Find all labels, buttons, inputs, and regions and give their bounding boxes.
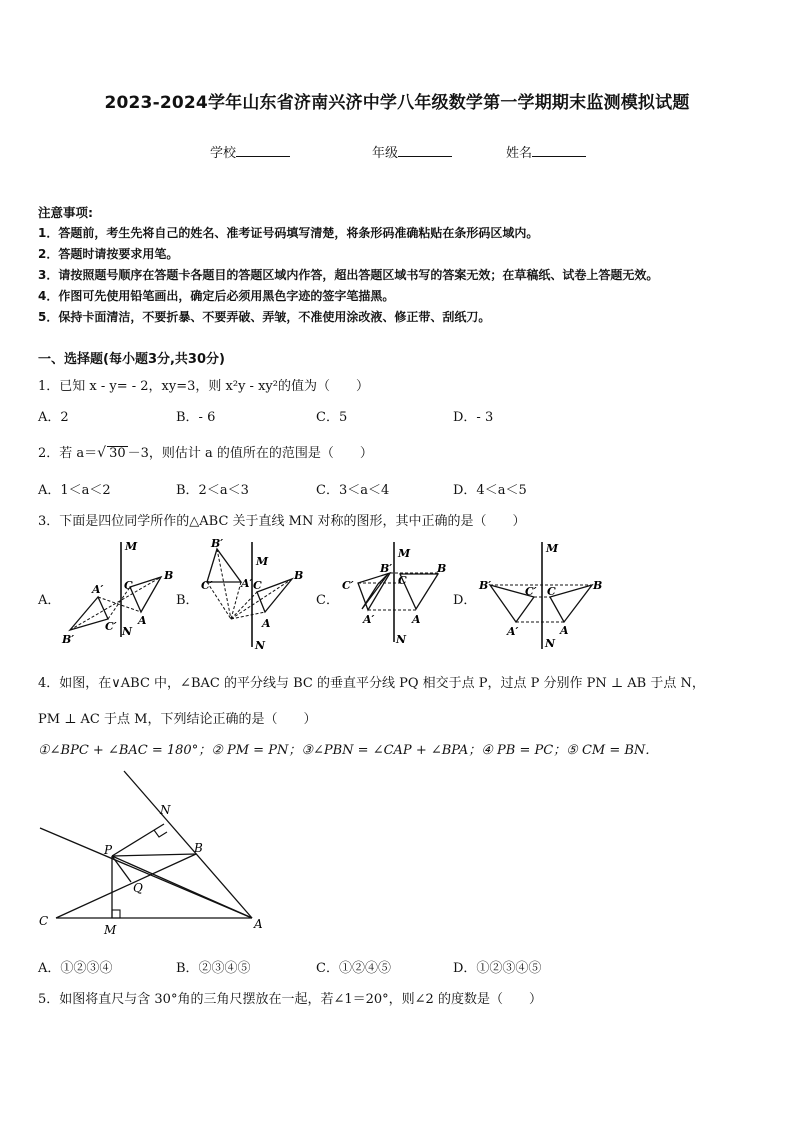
q1-option-b: B．- 6 — [176, 410, 216, 425]
q2-option-d: D．4＜a＜5 — [453, 483, 527, 498]
q4-option-d: D．①②③④⑤ — [453, 961, 542, 976]
q2-radicand: 30 — [109, 446, 126, 461]
fig-label: M — [125, 540, 138, 553]
fig-label: M — [398, 547, 411, 560]
fig-label: A′ — [363, 613, 375, 626]
q2-option-c: C．3＜a＜4 — [316, 483, 390, 498]
fig-label: C — [39, 914, 49, 928]
q3-figure-a — [58, 537, 183, 647]
school-field — [210, 142, 290, 161]
q2-stem-post: －3，则估计 a 的值所在的范围是（ ） — [127, 446, 373, 461]
name-blank — [532, 144, 586, 157]
fig-label: C — [547, 585, 556, 598]
q3-option-c: C． — [316, 593, 339, 608]
q2-stem-pre: 2．若 a＝ — [38, 446, 98, 461]
fig-label: A — [560, 624, 569, 637]
fig-label: B — [294, 569, 304, 582]
fig-label: A — [254, 917, 263, 931]
school-label: 学校 — [210, 146, 237, 161]
fig-label: M — [256, 555, 269, 568]
fig-label: B′ — [62, 633, 75, 646]
fig-label: B — [164, 569, 174, 582]
fig-label: A′ — [507, 625, 519, 638]
q1-option-a: A．2 — [38, 410, 69, 425]
note-item: 3．请按照题号顺序在答题卡各题目的答题区域内作答，超出答题区域书写的答案无效；在草稿纸、试卷上答题无效。 — [38, 268, 659, 282]
fig-label: N — [396, 633, 407, 646]
q3-option-d: D． — [453, 593, 477, 608]
q1-option-c: C．5 — [316, 410, 348, 425]
fig-label: C′ — [342, 579, 354, 592]
grade-blank — [398, 144, 452, 157]
notes-heading: 注意事项: — [38, 205, 93, 220]
name-field — [506, 142, 586, 161]
note-item: 2．答题时请按要求用笔。 — [38, 247, 179, 261]
note-item: 1．答题前，考生先将自己的姓名、准考证号码填写清楚，将条形码准确粘贴在条形码区域内。 — [38, 226, 539, 240]
fig-label: N — [122, 625, 133, 638]
fig-label: B — [194, 841, 203, 855]
section-heading: 一、选择题(每小题3分,共30分) — [38, 352, 225, 367]
q3-option-a: A． — [38, 593, 61, 608]
q3-figure-c — [338, 537, 458, 647]
fig-label: P — [104, 843, 113, 857]
note-item: 5．保持卡面清洁，不要折暴、不要弄破、弄皱，不准使用涂改液、修正带、刮纸刀。 — [38, 310, 491, 324]
sqrt-symbol: √ — [97, 445, 107, 461]
question-4-conclusions: ①∠BPC + ∠BAC = 180°；② PM = PN；③∠PBN = ∠CAP + ∠BPA；④ PB = PC；⑤ CM = BN． — [38, 743, 659, 758]
grade-label: 年级 — [372, 146, 399, 161]
fig-label: N — [545, 637, 556, 650]
fig-label: B′ — [211, 537, 224, 550]
fig-label: A′ — [92, 583, 104, 596]
q2-option-b: B．2＜a＜3 — [176, 483, 249, 498]
fig-label: A — [412, 613, 421, 626]
fig-label: M — [546, 542, 559, 555]
q4-option-c: C．①②④⑤ — [316, 961, 391, 976]
question-4-stem-line2: PM ⊥ AC 于点 M，下列结论正确的是（ ） — [38, 712, 317, 727]
fig-label: C — [253, 579, 262, 592]
fig-label: C′ — [105, 620, 117, 633]
fig-label: B′ — [380, 562, 393, 575]
question-2-stem — [38, 442, 373, 461]
question-1-stem: 1．已知 x - y= - 2，xy=3，则 x²y - xy²的值为（ ） — [38, 379, 369, 394]
school-blank — [236, 144, 290, 157]
name-label: 姓名 — [506, 146, 533, 161]
fig-label: C — [124, 579, 133, 592]
fig-label: N — [160, 803, 171, 817]
fig-label: C — [398, 574, 407, 587]
q4-figure — [36, 768, 276, 940]
fig-label: C′ — [525, 585, 537, 598]
fig-label: N — [255, 639, 266, 652]
q4-option-a: A．①②③④ — [38, 961, 113, 976]
q1-option-d: D．- 3 — [453, 410, 494, 425]
fig-label: C′ — [201, 579, 213, 592]
fig-label: B — [593, 579, 603, 592]
fig-label: M — [104, 923, 117, 937]
q2-option-a: A．1＜a＜2 — [38, 483, 111, 498]
question-4-stem-line1: 4．如图，在∨ABC 中，∠BAC 的平分线与 BC 的垂直平分线 PQ 相交于点 P，过点 P 分别作 PN ⊥ AB 于点 N， — [38, 676, 705, 691]
grade-field — [372, 142, 452, 161]
fig-label: Q — [133, 881, 143, 895]
fig-label: B — [437, 562, 447, 575]
fig-label: A — [138, 614, 147, 627]
fig-label: A — [262, 617, 271, 630]
fig-label: B′ — [479, 579, 492, 592]
q3-option-b: B． — [176, 593, 199, 608]
question-3-stem: 3．下面是四位同学所作的△ABC 关于直线 MN 对称的图形，其中正确的是（ ） — [38, 514, 526, 529]
q3-figure-b — [195, 537, 310, 652]
fig-label: A′ — [241, 577, 253, 590]
q4-option-b: B．②③④⑤ — [176, 961, 251, 976]
note-item: 4．作图可先使用铅笔画出，确定后必须用黑色字迹的签字笔描黑。 — [38, 289, 395, 303]
q3-figure-d — [476, 537, 606, 652]
question-5-stem: 5．如图将直尺与含 30°角的三角尺摆放在一起，若∠1＝20°，则∠2 的度数是（ ） — [38, 992, 542, 1007]
paper-title: 2023-2024学年山东省济南兴济中学八年级数学第一学期期末监测模拟试题 — [104, 93, 690, 113]
